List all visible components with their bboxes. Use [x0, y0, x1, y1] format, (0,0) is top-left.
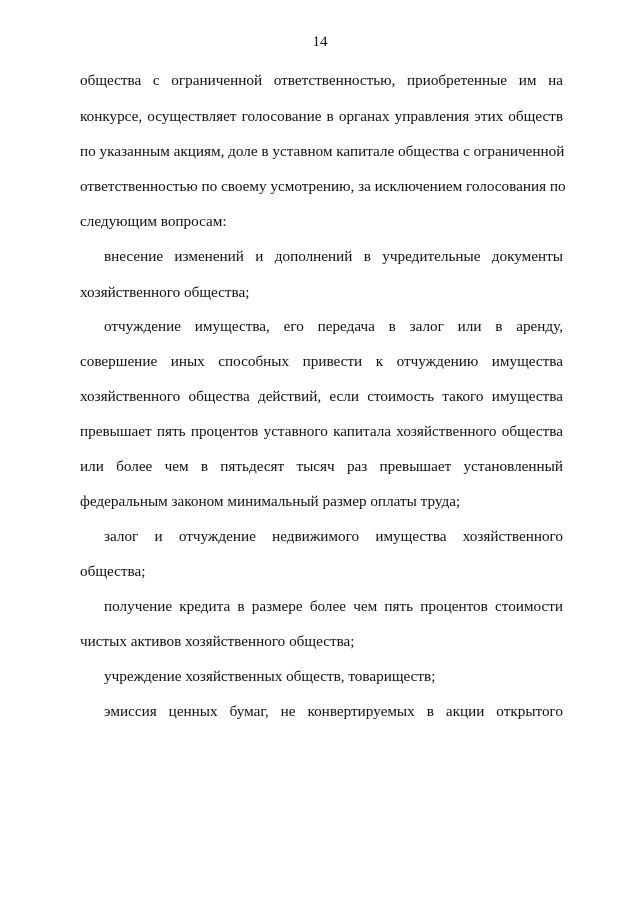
- text-line: хозяйственного общества действий, если стоимость такого имущества: [80, 388, 563, 405]
- text-line: федеральным законом минимальный размер оплаты труда;: [80, 493, 461, 510]
- page-number: 14: [312, 34, 328, 50]
- text-line: по указанным акциям, доле в уставном капитале общества с ограниченной: [80, 143, 565, 160]
- text-line: или более чем в пятьдесят тысяч раз превышает установленный: [80, 458, 563, 475]
- text-line: совершение иных способных привести к отчуждению имущества: [80, 353, 563, 370]
- text-line: ответственностью по своему усмотрению, за исключением голосования по: [80, 178, 566, 195]
- text-line: общества;: [80, 563, 146, 580]
- text-line: следующим вопросам:: [80, 213, 227, 230]
- text-line: общества с ограниченной ответственностью, приобретенные им на: [80, 72, 563, 89]
- text-line: хозяйственного общества;: [80, 284, 250, 301]
- text-line: внесение изменений и дополнений в учредительные документы: [104, 248, 563, 265]
- text-line: эмиссия ценных бумаг, не конвертируемых в акции открытого: [104, 703, 563, 720]
- text-line: залог и отчуждение недвижимого имущества хозяйственного: [104, 528, 563, 545]
- text-line: получение кредита в размере более чем пять процентов стоимости: [104, 598, 563, 615]
- text-line: чистых активов хозяйственного общества;: [80, 633, 355, 650]
- text-line: отчуждение имущества, его передача в залог или в аренду,: [104, 318, 563, 335]
- text-line: конкурсе, осуществляет голосование в органах управления этих обществ: [80, 108, 563, 125]
- text-line: учреждение хозяйственных обществ, товариществ;: [104, 668, 436, 685]
- text-line: превышает пять процентов уставного капитала хозяйственного общества: [80, 423, 563, 440]
